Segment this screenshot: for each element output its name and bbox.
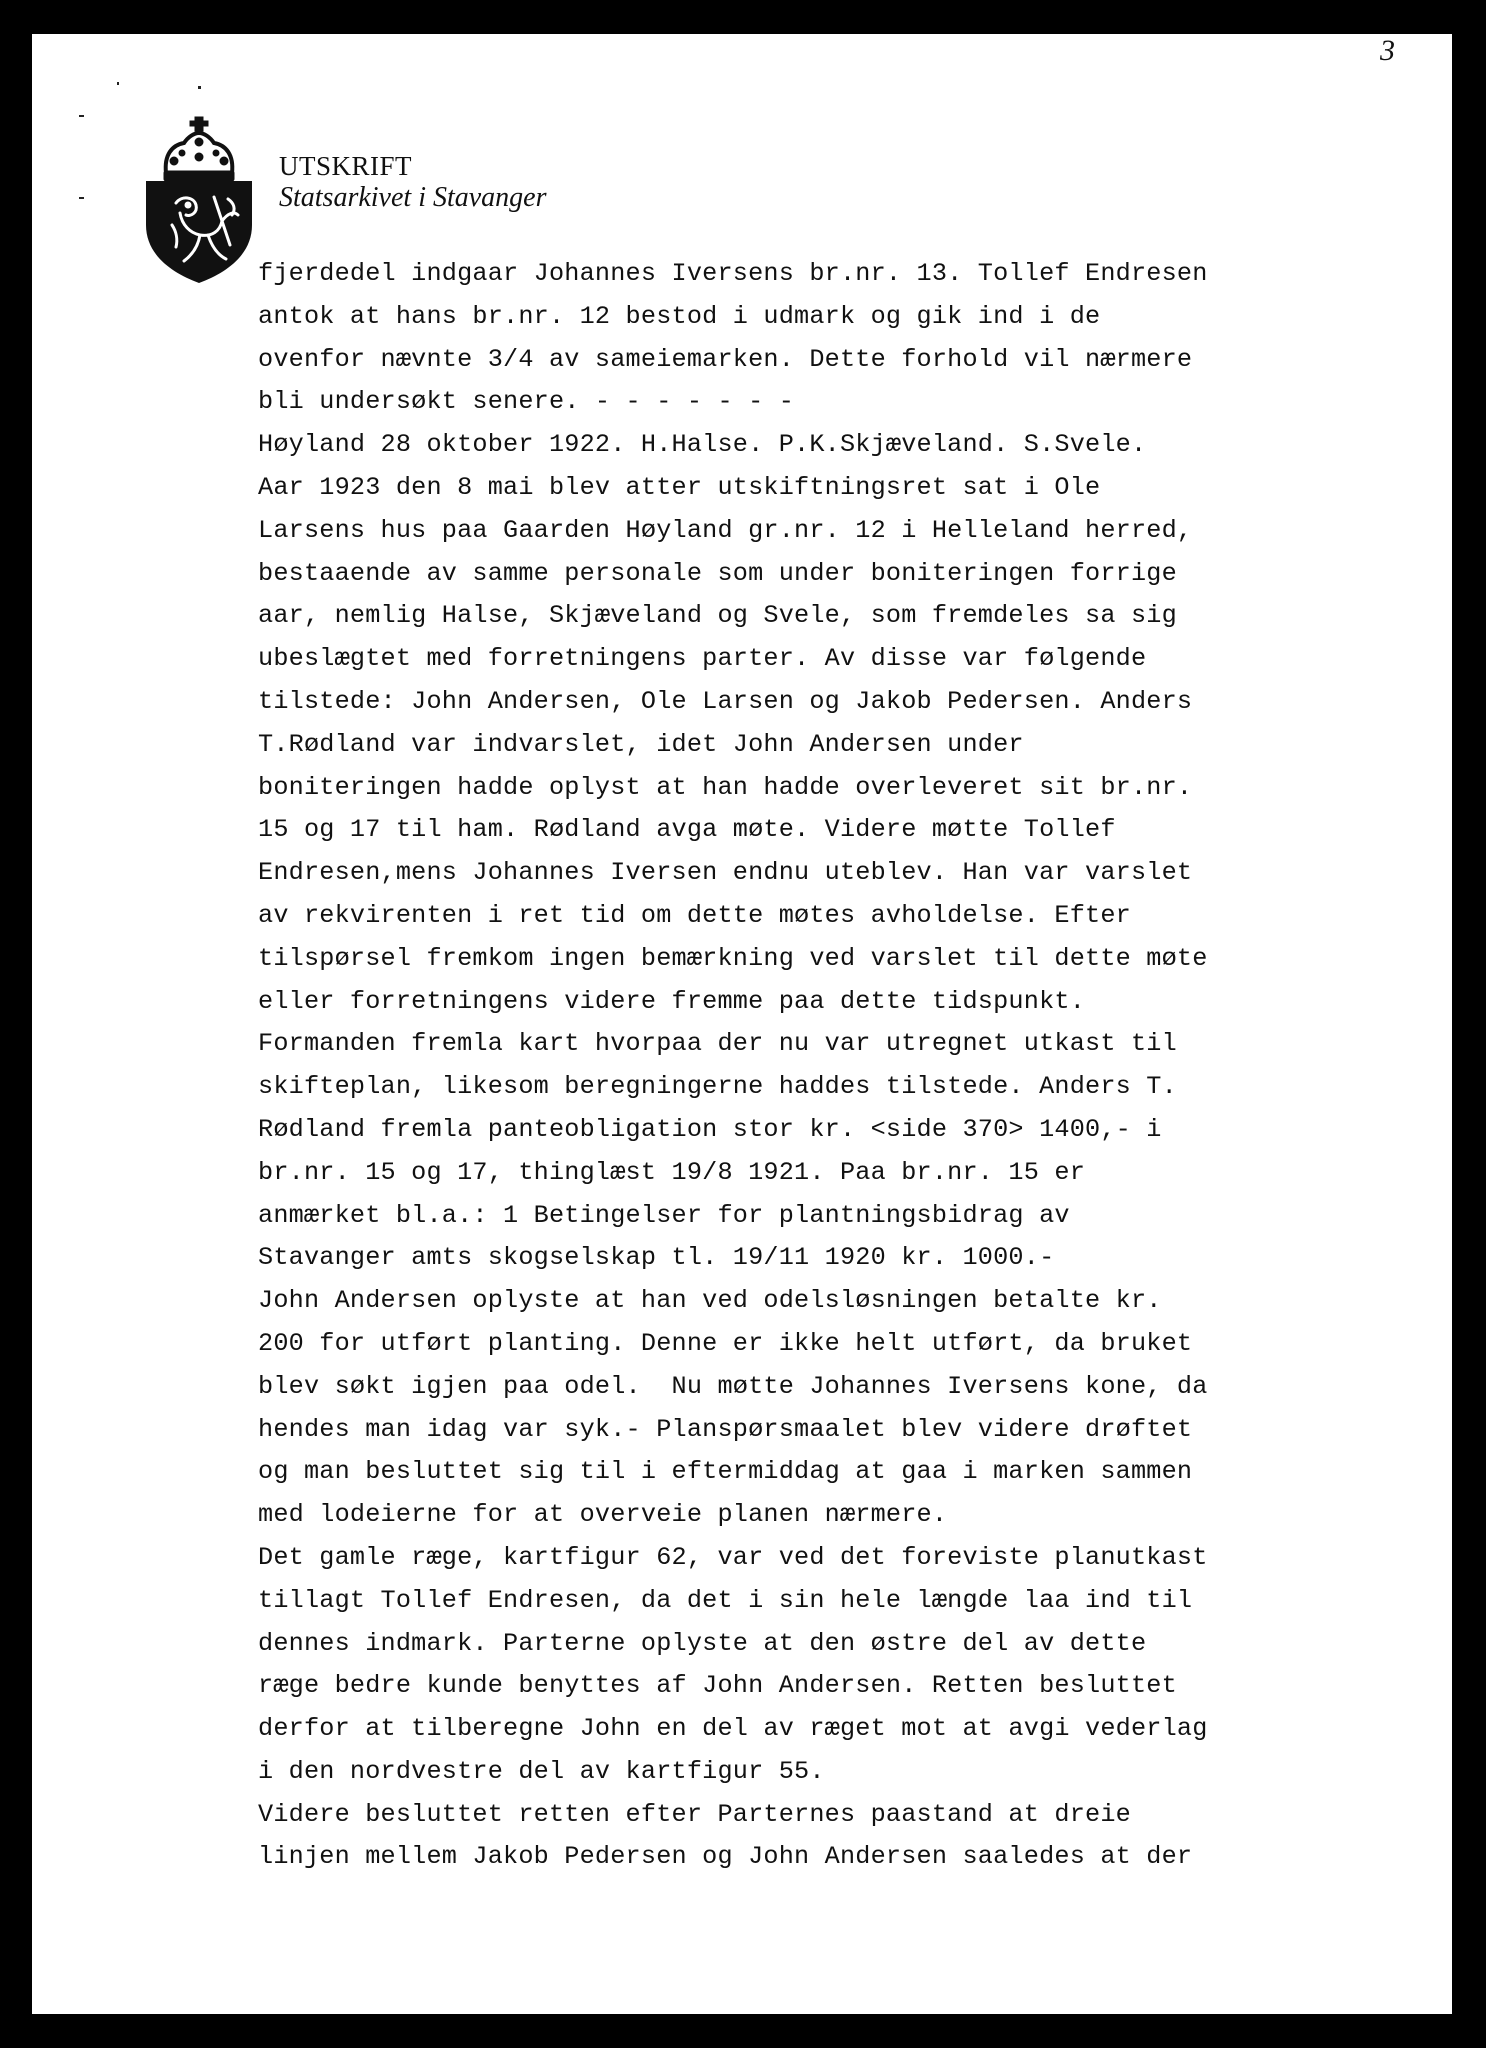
text-line: ræge bedre kunde benyttes af John Andersen. Retten besluttet bbox=[258, 1671, 1177, 1701]
text-line: Larsens hus paa Gaarden Høyland gr.nr. 12 i Helleland herred, bbox=[258, 515, 1193, 545]
archive-header bbox=[279, 150, 547, 214]
text-line: T.Rødland var indvarslet, idet John Andersen under bbox=[258, 729, 1024, 759]
text-line: dennes indmark. Parterne oplyste at den østre del av dette bbox=[258, 1628, 1147, 1658]
scan-speck bbox=[79, 115, 84, 117]
text-line: aar, nemlig Halse, Skjæveland og Svele, som fremdeles sa sig bbox=[258, 601, 1177, 631]
text-line: 15 og 17 til ham. Rødland avga møte. Videre møtte Tollef bbox=[258, 815, 1116, 845]
text-line: antok at hans br.nr. 12 bestod i udmark og gik ind i de bbox=[258, 301, 1101, 331]
text-line: fjerdedel indgaar Johannes Iversens br.nr. 13. Tollef Endresen bbox=[258, 259, 1208, 288]
text-line: av rekvirenten i ret tid om dette møtes avholdelse. Efter bbox=[258, 900, 1131, 930]
transcript-body bbox=[258, 253, 1398, 1879]
text-line: John Andersen oplyste at han ved odelsløsningen betalte kr. bbox=[258, 1286, 1162, 1316]
norwegian-coat-of-arms-icon bbox=[142, 115, 256, 285]
text-line: skifteplan, likesom beregningerne haddes tilstede. Anders T. bbox=[258, 1072, 1177, 1102]
text-line: tilstede: John Andersen, Ole Larsen og Jakob Pedersen. Anders bbox=[258, 686, 1193, 716]
text-line: Høyland 28 oktober 1922. H.Halse. P.K.Skjæveland. S.Svele. bbox=[258, 430, 1147, 460]
text-line: Stavanger amts skogselskap tl. 19/11 1920 kr. 1000.- bbox=[258, 1243, 1055, 1273]
text-line: Endresen,mens Johannes Iversen endnu uteblev. Han var varslet bbox=[258, 858, 1193, 888]
scan-speck bbox=[79, 197, 84, 199]
text-line: tillagt Tollef Endresen, da det i sin hele længde laa ind til bbox=[258, 1585, 1193, 1615]
text-line: bestaaende av samme personale som under boniteringen forrige bbox=[258, 558, 1177, 588]
text-line: ubeslægtet med forretningens parter. Av disse var følgende bbox=[258, 644, 1147, 674]
text-line: br.nr. 15 og 17, thinglæst 19/8 1921. Paa br.nr. 15 er bbox=[258, 1157, 1086, 1187]
text-line: Formanden fremla kart hvorpaa der nu var utregnet utkast til bbox=[258, 1029, 1177, 1059]
text-line: blev søkt igjen paa odel. Nu møtte Johannes Iversens kone, da bbox=[258, 1371, 1208, 1401]
text-line: 200 for utført planting. Denne er ikke helt utført, da bruket bbox=[258, 1328, 1193, 1358]
text-line: derfor at tilberegne John en del av ræget mot at avgi vederlag bbox=[258, 1714, 1208, 1744]
scan-speck bbox=[198, 86, 201, 89]
text-line: og man besluttet sig til i eftermiddag at gaa i marken sammen bbox=[258, 1457, 1193, 1487]
text-line: boniteringen hadde oplyst at han hadde overleveret sit br.nr. bbox=[258, 772, 1193, 802]
text-line: Rødland fremla panteobligation stor kr. <side 370> 1400,- i bbox=[258, 1114, 1162, 1144]
text-line: eller forretningens videre fremme paa dette tidspunkt. bbox=[258, 986, 1086, 1016]
text-line: bli undersøkt senere. - - - - - - - bbox=[258, 387, 795, 417]
header-title: UTSKRIFT bbox=[279, 151, 413, 181]
header-subtitle: Statsarkivet i Stavanger bbox=[279, 182, 547, 213]
text-line: Videre besluttet retten efter Parternes paastand at dreie bbox=[258, 1799, 1131, 1829]
text-line: hendes man idag var syk.- Planspørsmaalet blev videre drøftet bbox=[258, 1414, 1193, 1444]
scan-speck bbox=[117, 82, 119, 85]
text-line: ovenfor nævnte 3/4 av sameiemarken. Dette forhold vil nærmere bbox=[258, 344, 1193, 374]
text-line: med lodeierne for at overveie planen nærmere. bbox=[258, 1500, 948, 1530]
text-line: i den nordvestre del av kartfigur 55. bbox=[258, 1756, 825, 1786]
page-number: 3 bbox=[1380, 34, 1395, 67]
text-line: anmærket bl.a.: 1 Betingelser for plantningsbidrag av bbox=[258, 1200, 1070, 1230]
text-line: Aar 1923 den 8 mai blev atter utskiftningsret sat i Ole bbox=[258, 472, 1101, 502]
text-line: tilspørsel fremkom ingen bemærkning ved varslet til dette møte bbox=[258, 943, 1208, 973]
text-line: linjen mellem Jakob Pedersen og John Andersen saaledes at der bbox=[258, 1842, 1193, 1872]
text-line: Det gamle ræge, kartfigur 62, var ved det foreviste planutkast bbox=[258, 1542, 1208, 1572]
